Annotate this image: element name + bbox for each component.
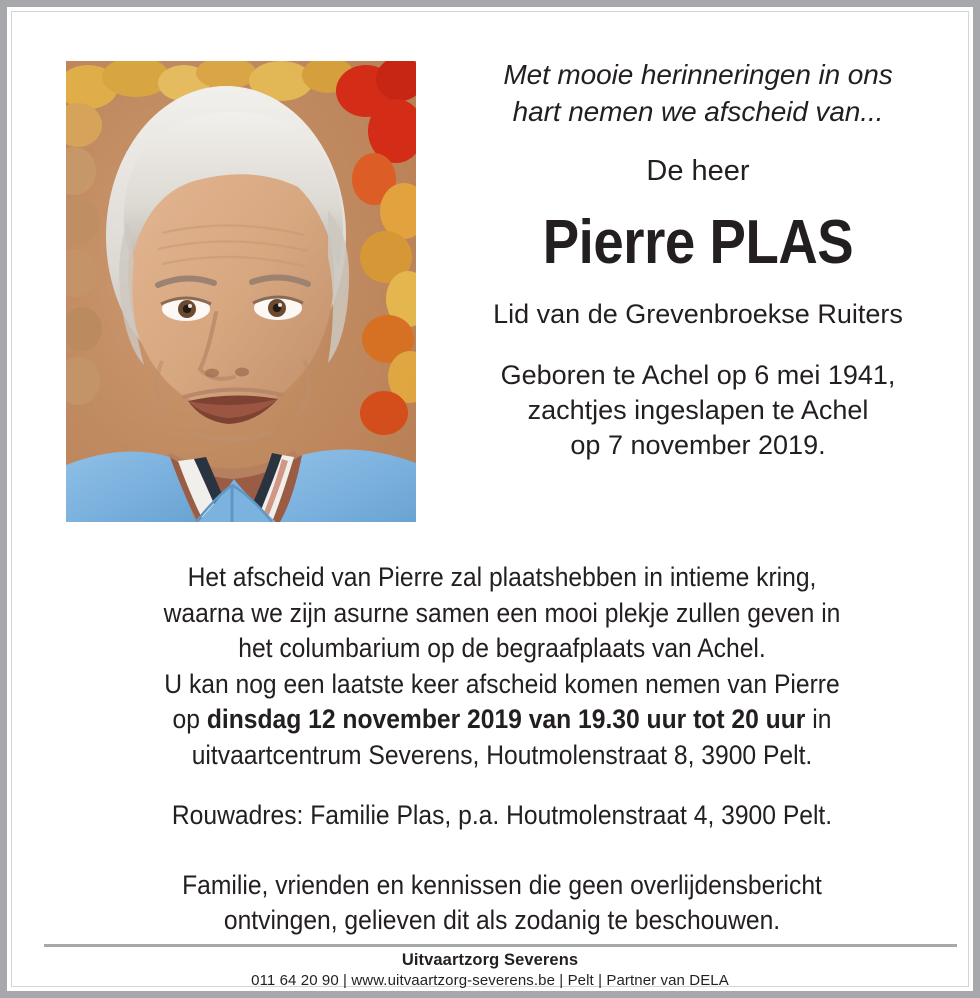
membership-line: Lid van de Grevenbroekse Ruiters: [493, 299, 903, 329]
mourning-address-paragraph: [74, 798, 930, 834]
deceased-name: Pierre PLAS: [542, 208, 854, 277]
top-region: [12, 12, 968, 532]
intro-line-2: hart nemen we afscheid van...: [512, 96, 884, 127]
visitation-paragraph: [74, 667, 930, 774]
birth-line: Geboren te Achel op 6 mei 1941,: [500, 360, 896, 390]
farewell-line-1: Het afscheid van Pierre zal plaatshebben in intieme kring,: [187, 562, 817, 592]
salutation: De heer: [646, 155, 750, 187]
portrait-photo: [66, 61, 416, 522]
funeral-home-contact: 011 64 20 90 | www.uitvaartzorg-severens.be | Pelt | Partner van DELA: [251, 972, 729, 989]
visitation-suffix: in: [805, 704, 832, 734]
portrait-illustration: [66, 61, 416, 522]
life-dates-block: [424, 358, 972, 463]
farewell-line-2: waarna we zijn asurne samen een mooi plekje zullen geven in: [163, 597, 841, 628]
visitation-intro: U kan nog een laatste keer afscheid komen nemen van Pierre: [164, 668, 840, 699]
general-notice-paragraph: [74, 868, 930, 939]
funeral-home-name: Uitvaartzorg Severens: [401, 951, 579, 969]
visitation-prefix: op: [172, 704, 207, 734]
body-region: [42, 560, 962, 939]
death-line-1: zachtjes ingeslapen te Achel: [527, 395, 869, 425]
notice-line-2: ontvingen, gelieven dit als zodanig te beschouwen.: [223, 905, 781, 935]
notice-line-1: Familie, vrienden en kennissen die geen overlijdensbericht: [182, 869, 822, 900]
notice-inner-frame: [11, 11, 969, 987]
header-text-block: [424, 56, 972, 463]
farewell-line-3: het columbarium op de begraafplaats van Achel.: [238, 633, 766, 663]
visitation-datetime: dinsdag 12 november 2019 van 19.30 uur tot 20 uur: [206, 704, 806, 734]
visitation-datetime-line: [74, 702, 930, 738]
visitation-location: uitvaartcentrum Severens, Houtmolenstraat 8, 3900 Pelt.: [191, 739, 813, 770]
footer-divider: [44, 944, 957, 947]
intro-line-1: Met mooie herinneringen in ons: [503, 59, 893, 90]
footer-block: [12, 950, 968, 991]
mourning-address: Rouwadres: Familie Plas, p.a. Houtmolenstraat 4, 3900 Pelt.: [171, 800, 833, 830]
death-line-2: op 7 november 2019.: [570, 430, 826, 460]
farewell-paragraph: [74, 560, 930, 667]
